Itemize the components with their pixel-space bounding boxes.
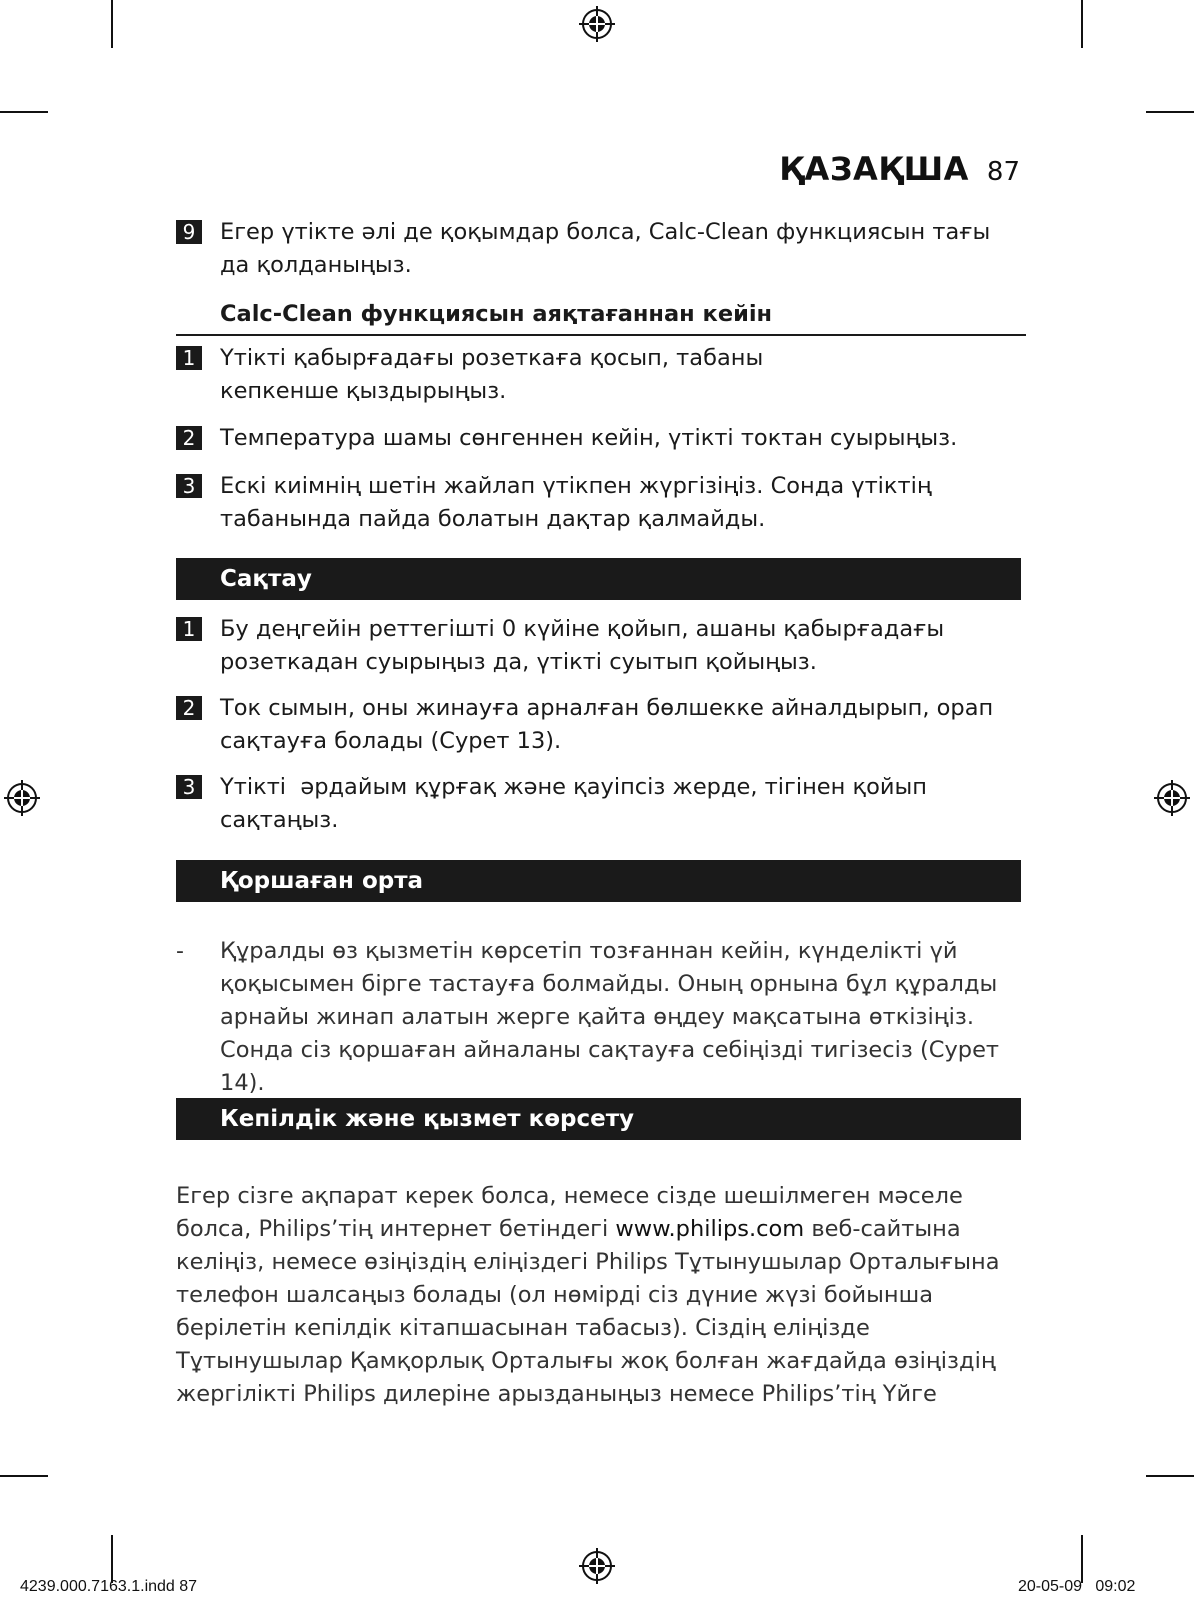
registration-mark-icon [1154,780,1190,816]
step-text: Егер үтікте әлі де қоқымдар болса, Calc-Clean функциясын тағы да қолданыңыз. [220,219,991,278]
step-item [176,771,1026,837]
step-item [176,342,1026,408]
step-number: 9 [176,220,202,244]
section-heading: Сақтау [220,566,312,592]
bullet-item [176,935,1026,1100]
page-header [779,150,1020,188]
step-number: 1 [176,617,202,641]
step-number: 3 [176,775,202,799]
step-item [176,470,1026,536]
print-date: 20-05-09 09:02 [1018,1578,1136,1595]
step-number: 1 [176,346,202,370]
step-item [176,613,1026,679]
paragraph-text: Егер сізге ақпарат керек болса, немесе сізде шешілмеген мәселе болса, Philips’тің интернет бетіндегі [176,1183,963,1242]
step-text: Үтікті әрдайым құрғақ және қауіпсіз жерде, тігінен қойып сақтаңыз. [220,774,935,833]
crop-mark [1146,1475,1194,1477]
crop-mark [1081,0,1083,48]
step-text: Ток сымын, оны жинауға арналған бөлшекке айналдырып, орап сақтауға болады (Сурет 13). [220,695,994,754]
file-slug: 4239.000.7163.1.indd 87 [20,1578,198,1595]
step-item [176,422,1026,455]
paragraph-text: веб-сайтына келіңіз, немесе өзіңіздің еліңіздегі Philips Тұтынушылар Орталығына телефон шалсаңыз болады (ол нөмірді сіз дүние жүзі бойынша берілетін кепілдік кітапшасынан табасыз). Сіздің еліңізде Тұтынушылар Қамқорлық Орталығы жоқ болған жағдайда өзіңіздің жергілікті Philips дилеріне арызданыңыз немесе Philips’тің Үйге [176,1216,1000,1407]
section-heading-bar [176,860,1021,902]
registration-mark-icon [579,1548,615,1584]
registration-mark-icon [4,780,40,816]
step-number: 3 [176,474,202,498]
section-heading: Кепілдік және қызмет көрсету [220,1106,635,1132]
language-title: ҚАЗАҚША [779,150,969,188]
section-subheading [176,298,1026,336]
section-heading-bar [176,558,1021,600]
crop-mark [0,1475,48,1477]
bullet-text: Құралды өз қызметін көрсетіп тозғаннан кейін, күнделікті үй қоқысымен бірге тастауға болмайды. Оның орнына бұл құралды арнайы жинап алатын жерге қайта өңдеу мақсатына өткізіңіз. Сонда сіз қоршаған айналаны сақтауға себіңізді тигізесіз (Сурет 14). [220,938,1000,1096]
step-text: Ескі киімнің шетін жайлап үтікпен жүргізіңіз. Сонда үтіктің табанында пайда болатын дақтар қалмайды. [220,473,932,532]
warranty-paragraph [176,1180,1026,1411]
section-heading-bar [176,1098,1021,1140]
subheading-text: Calc-Clean функциясын аяқтағаннан кейін [220,301,773,327]
registration-mark-icon [579,6,615,42]
bullet-dash: - [176,939,184,964]
philips-website-link[interactable]: www.philips.com [615,1216,805,1242]
step-number: 2 [176,696,202,720]
step-text: Бу деңгейін реттегішті 0 күйіне қойып, ашаны қабырғадағы розеткадан суырыңыз да, үтікті суытып қойыңыз. [220,616,945,675]
crop-mark [111,0,113,48]
step-number: 2 [176,426,202,450]
crop-mark [0,111,48,113]
page-number: 87 [986,157,1020,187]
step-item [176,692,1026,758]
crop-mark [111,1535,113,1583]
step-item [176,216,1026,282]
step-text: Үтікті қабырғадағы розеткаға қосып, табаны кепкенше қыздырыңыз. [220,345,764,404]
crop-mark [1146,111,1194,113]
crop-mark [1081,1535,1083,1583]
step-text: Температура шамы сөнгеннен кейін, үтікті токтан суырыңыз. [220,425,958,451]
section-heading: Қоршаған орта [220,868,424,894]
